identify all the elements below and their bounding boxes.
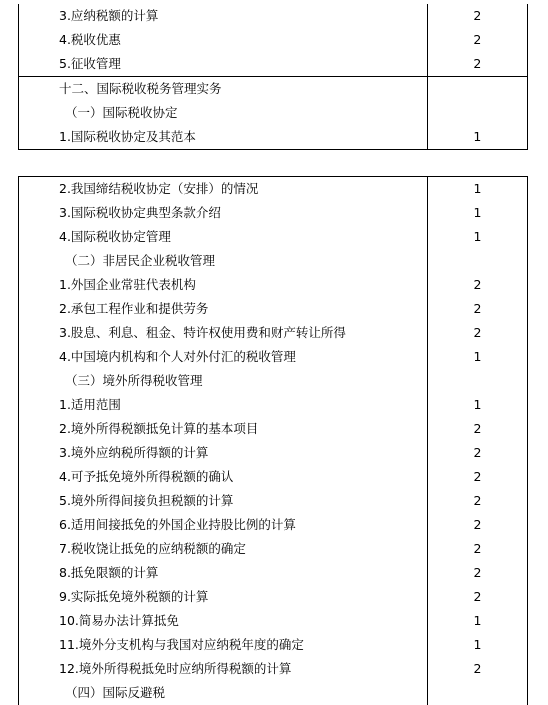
row-topic: 10.简易办法计算抵免 bbox=[59, 612, 179, 628]
table-row bbox=[19, 273, 528, 297]
table-row bbox=[19, 681, 528, 705]
syllabus-table-bottom bbox=[18, 176, 528, 705]
row-level: 2 bbox=[428, 273, 528, 297]
row-topic: 12.境外所得税抵免时应纳所得税额的计算 bbox=[59, 660, 292, 676]
row-topic: 11.境外分支机构与我国对应纳税年度的确定 bbox=[59, 636, 304, 652]
row-level: 2 bbox=[428, 657, 528, 681]
row-level: 1 bbox=[428, 177, 528, 202]
row-level: 1 bbox=[428, 609, 528, 633]
row-topic: 3.股息、利息、租金、特许权使用费和财产转让所得 bbox=[59, 324, 346, 340]
row-level: 2 bbox=[428, 489, 528, 513]
table-row bbox=[19, 201, 528, 225]
table-row bbox=[19, 101, 528, 125]
table-row bbox=[19, 345, 528, 369]
row-level bbox=[428, 249, 528, 273]
row-topic: 2.我国缔结税收协定（安排）的情况 bbox=[59, 180, 259, 196]
row-level: 1 bbox=[428, 225, 528, 249]
row-topic: 5.境外所得间接负担税额的计算 bbox=[59, 492, 234, 508]
row-topic: 1.国际税收协定及其范本 bbox=[59, 128, 196, 144]
row-level bbox=[428, 681, 528, 705]
table-row bbox=[19, 177, 528, 202]
row-level: 1 bbox=[428, 393, 528, 417]
row-topic: 9.实际抵免境外税额的计算 bbox=[59, 588, 209, 604]
table-row bbox=[19, 393, 528, 417]
row-level: 2 bbox=[427, 4, 527, 28]
row-level: 1 bbox=[428, 633, 528, 657]
table-row bbox=[19, 77, 528, 102]
row-level: 1 bbox=[428, 345, 528, 369]
row-topic: 4.税收优惠 bbox=[59, 31, 121, 47]
table-row bbox=[19, 369, 528, 393]
row-topic: 7.税收饶让抵免的应纳税额的确定 bbox=[59, 540, 246, 556]
section-heading: （三）境外所得税收管理 bbox=[65, 372, 203, 388]
table-row bbox=[19, 489, 528, 513]
row-topic: 4.可予抵免境外所得税额的确认 bbox=[59, 468, 234, 484]
row-level: 2 bbox=[428, 321, 528, 345]
row-topic: 8.抵免限额的计算 bbox=[59, 564, 159, 580]
row-topic: 1.外国企业常驻代表机构 bbox=[59, 276, 196, 292]
table-row bbox=[19, 513, 528, 537]
table-row bbox=[19, 4, 528, 28]
row-topic: 5.征收管理 bbox=[59, 55, 121, 71]
row-level: 2 bbox=[428, 513, 528, 537]
row-level: 2 bbox=[428, 297, 528, 321]
row-topic: 1.适用范围 bbox=[59, 396, 121, 412]
row-level: 2 bbox=[427, 28, 527, 52]
row-level: 2 bbox=[428, 441, 528, 465]
row-topic: 6.适用间接抵免的外国企业持股比例的计算 bbox=[59, 516, 296, 532]
table-row bbox=[19, 417, 528, 441]
row-level: 1 bbox=[428, 201, 528, 225]
section-heading: （四）国际反避税 bbox=[65, 684, 166, 700]
table-row bbox=[19, 321, 528, 345]
row-level: 2 bbox=[428, 561, 528, 585]
table-row bbox=[19, 585, 528, 609]
row-level: 2 bbox=[428, 585, 528, 609]
row-level: 2 bbox=[428, 537, 528, 561]
table-row bbox=[19, 465, 528, 489]
table-row bbox=[19, 441, 528, 465]
row-topic: 2.承包工程作业和提供劳务 bbox=[59, 300, 209, 316]
table-row bbox=[19, 249, 528, 273]
table-row bbox=[19, 225, 528, 249]
row-topic: 2.境外所得税额抵免计算的基本项目 bbox=[59, 420, 259, 436]
section-heading: （二）非居民企业税收管理 bbox=[65, 252, 216, 268]
row-topic: 3.应纳税额的计算 bbox=[59, 7, 159, 23]
syllabus-table-top bbox=[18, 4, 528, 150]
row-level bbox=[428, 369, 528, 393]
table-row bbox=[19, 609, 528, 633]
table-row bbox=[19, 297, 528, 321]
table-row bbox=[19, 28, 528, 52]
section-heading: （一）国际税收协定 bbox=[65, 104, 178, 120]
table-row bbox=[19, 125, 528, 150]
row-level: 1 bbox=[427, 125, 527, 150]
table-row bbox=[19, 561, 528, 585]
table-row bbox=[19, 633, 528, 657]
row-level bbox=[427, 101, 527, 125]
row-topic: 4.中国境内机构和个人对外付汇的税收管理 bbox=[59, 348, 296, 364]
row-level: 2 bbox=[427, 52, 527, 77]
table-row bbox=[19, 52, 528, 77]
row-level: 2 bbox=[428, 465, 528, 489]
row-topic: 3.境外应纳税所得额的计算 bbox=[59, 444, 209, 460]
row-topic: 4.国际税收协定管理 bbox=[59, 228, 171, 244]
row-level: 2 bbox=[428, 417, 528, 441]
row-topic: 3.国际税收协定典型条款介绍 bbox=[59, 204, 221, 220]
row-level bbox=[427, 77, 527, 102]
table-row bbox=[19, 657, 528, 681]
chapter-heading: 十二、国际税收税务管理实务 bbox=[19, 77, 428, 102]
table-row bbox=[19, 537, 528, 561]
